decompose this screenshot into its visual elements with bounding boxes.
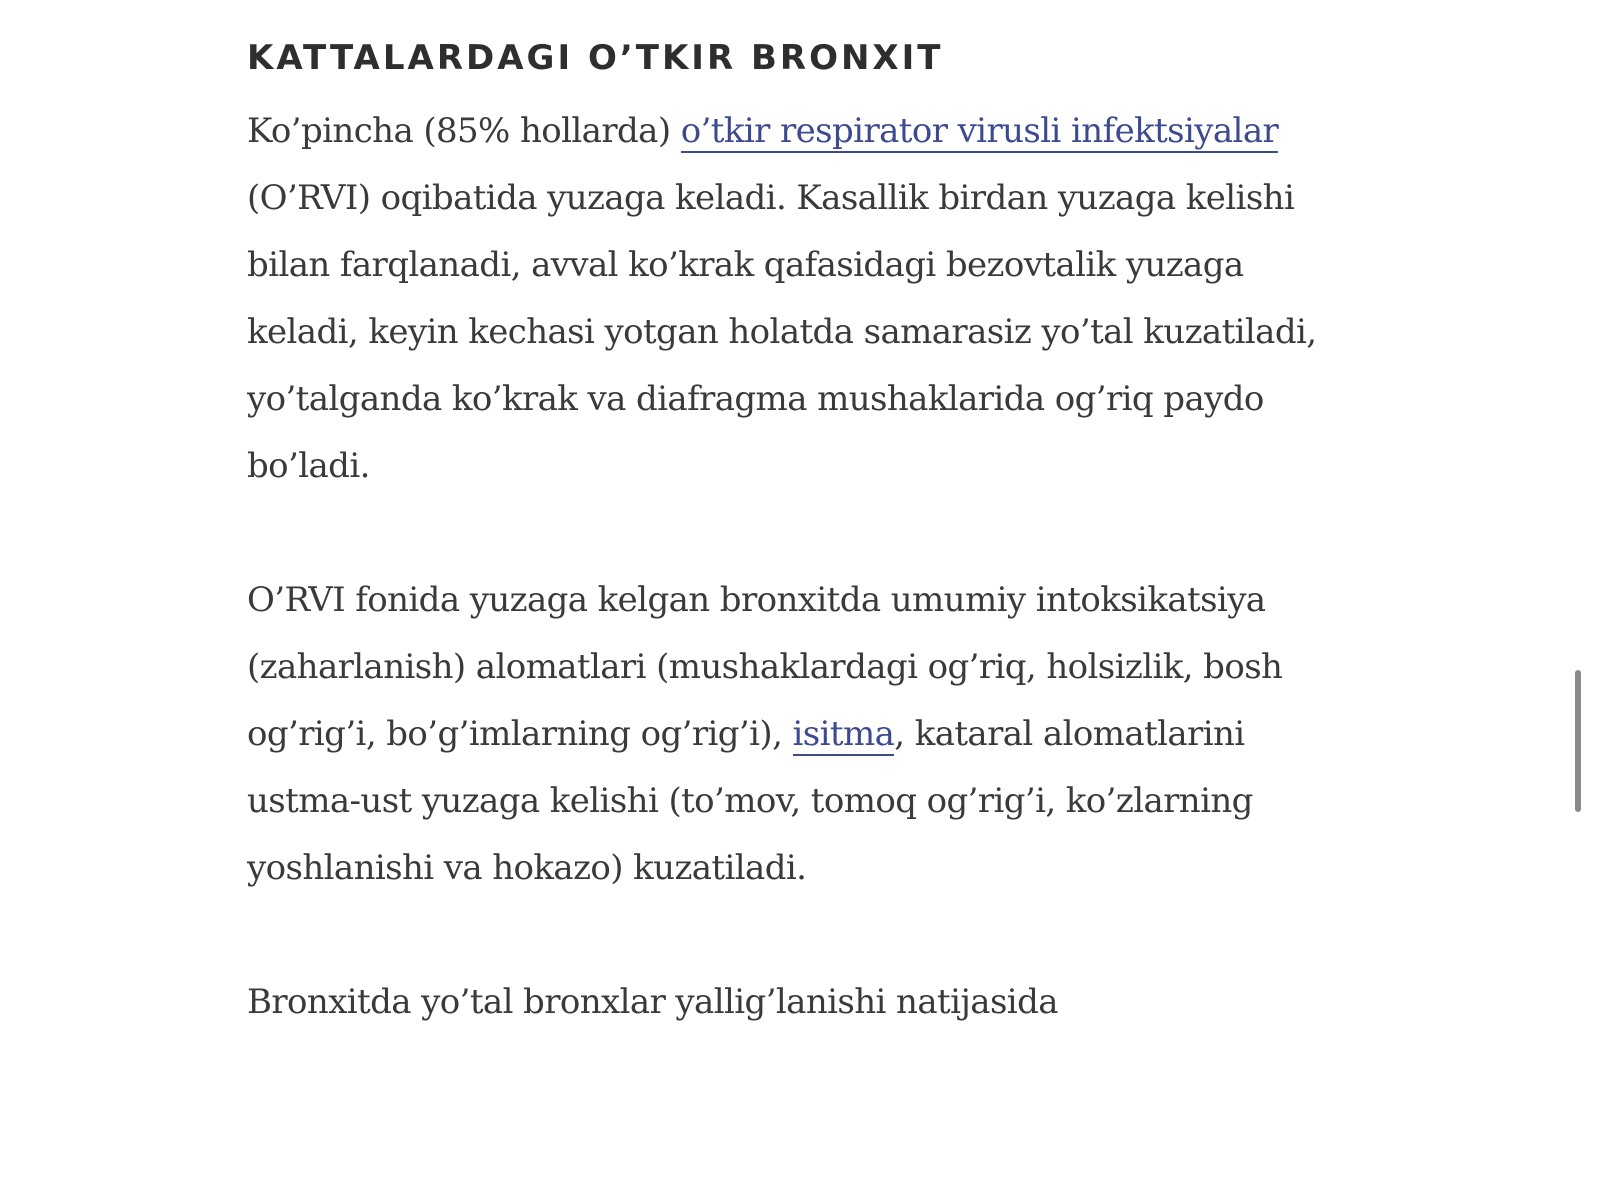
paragraph-2-text-after: , kataral alomatlarini ustma-ust yuzaga kelishi (to’mov, tomoq og’rig’i, ko’zlarning yoshlanishi va hokazo) kuzatiladi. — [247, 714, 1253, 888]
paragraph-1-text-after: (O’RVI) oqibatida yuzaga keladi. Kasallik birdan yuzaga kelishi bilan farqlanadi, avval ko’krak qafasidagi bezovtalik yuzaga keladi, keyin kechasi yotgan holatda samarasiz yo’tal kuzatiladi, yo’talganda ko’krak va diafragma mushaklarida og’riq paydo bo’ladi. — [247, 178, 1317, 486]
link-orvi[interactable]: o’tkir respirator virusli infektsiyalar — [680, 111, 1279, 151]
scrollbar-thumb[interactable] — [1575, 670, 1581, 812]
paragraph-2-text-before: O’RVI fonida yuzaga kelgan bronxitda umumiy intoksikatsiya (zaharlanish) alomatlari (mushaklardagi og’riq, holsizlik, bosh og’rig’i, bo’g’imlarning og’rig’i), — [247, 580, 1283, 754]
link-isitma[interactable]: isitma — [792, 714, 895, 754]
paragraph-1-text-before: Ko’pincha (85% hollarda) — [247, 111, 681, 151]
paragraph-2 — [247, 567, 1327, 902]
paragraph-3: Bronxitda yo’tal bronxlar yallig’lanishi natijasida — [247, 982, 1058, 1022]
article-heading: KATTALARDAGI O’TKIR BRONXIT — [247, 38, 944, 78]
paragraph-1 — [247, 98, 1327, 500]
article — [247, 30, 1327, 1036]
